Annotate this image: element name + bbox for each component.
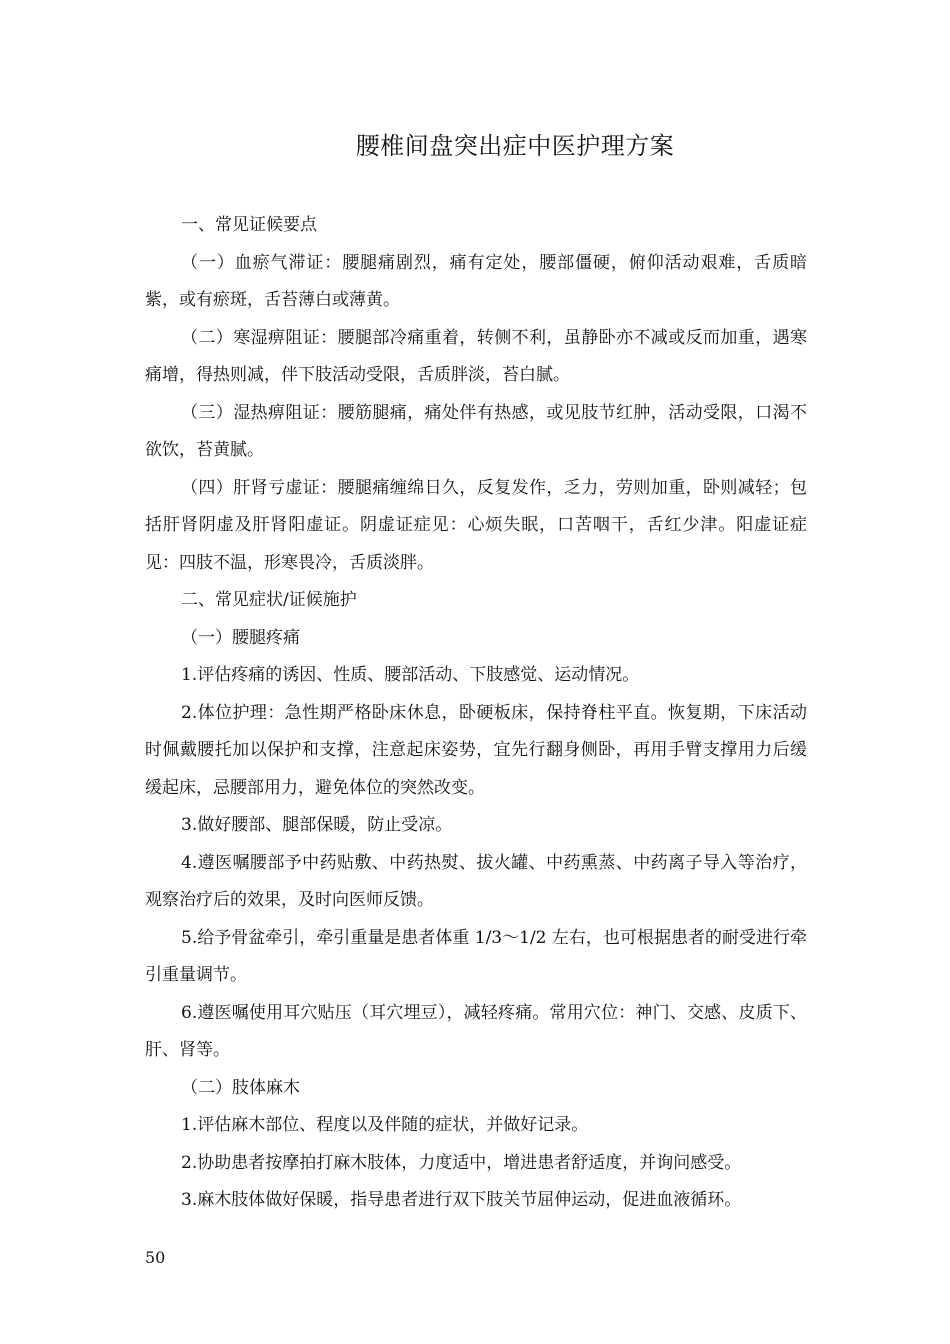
list-item: 2.协助患者按摩拍打麻木肢体，力度适中，增进患者舒适度，并询问感受。 [181, 1152, 742, 1173]
subsection-heading: （一）腰腿疼痛 [181, 627, 300, 648]
section-heading: 二、常见症状/证候施护 [181, 590, 357, 610]
list-item: 6.遵医嘱使用耳穴贴压（耳穴埋豆），减轻疼痛。常用穴位：神门、交感、皮质下、肝、肾等。 [145, 1002, 807, 1060]
subsection-heading: （二）肢体麻木 [181, 1077, 300, 1098]
list-item: 2.体位护理：急性期严格卧床休息，卧硬板床，保持脊柱平直。恢复期，下床活动时佩戴腰托加以保护和支撑，注意起床姿势，宜先行翻身侧卧，再用手臂支撑用力后缓缓起床，忌腰部用力，避免体位的突然改变。 [145, 702, 807, 798]
body-text [145, 207, 807, 1220]
page-number: 50 [145, 1248, 166, 1267]
section-heading: 一、常见证候要点 [181, 215, 317, 235]
page-title: 腰椎间盘突出症中医护理方案 [355, 132, 675, 160]
paragraph: （四）肝肾亏虚证：腰腿痛缠绵日久，反复发作，乏力，劳则加重，卧则减轻；包括肝肾阴虚及肝肾阳虚证。阴虚证症见：心烦失眠，口苦咽干，舌红少津。阳虚证症见：四肢不温，形寒畏冷，舌质淡胖。 [145, 477, 807, 573]
list-item: 1.评估麻木部位、程度以及伴随的症状，并做好记录。 [181, 1115, 589, 1135]
paragraph: （一）血瘀气滞证：腰腿痛剧烈，痛有定处，腰部僵硬，俯仰活动艰难，舌质暗紫，或有瘀斑，舌苔薄白或薄黄。 [145, 252, 807, 310]
list-item: 3.做好腰部、腿部保暖，防止受凉。 [181, 815, 453, 835]
list-item: 3.麻木肢体做好保暖，指导患者进行双下肢关节屈伸运动，促进血液循环。 [181, 1190, 742, 1210]
list-item: 1.评估疼痛的诱因、性质、腰部活动、下肢感觉、运动情况。 [181, 665, 640, 685]
list-item: 5.给予骨盆牵引，牵引重量是患者体重 1/3～1/2 左右，也可根据患者的耐受进行牵引重量调节。 [145, 927, 807, 985]
list-item: 4.遵医嘱腰部予中药贴敷、中药热熨、拔火罐、中药熏蒸、中药离子导入等治疗，观察治疗后的效果，及时向医师反馈。 [145, 852, 807, 910]
paragraph: （二）寒湿痹阻证：腰腿部冷痛重着，转侧不利，虽静卧亦不减或反而加重，遇寒痛增，得热则减，伴下肢活动受限，舌质胖淡，苔白腻。 [145, 327, 807, 385]
paragraph: （三）湿热痹阻证：腰筋腿痛，痛处伴有热感，或见肢节红肿，活动受限，口渴不欲饮，苔黄腻。 [145, 402, 807, 460]
